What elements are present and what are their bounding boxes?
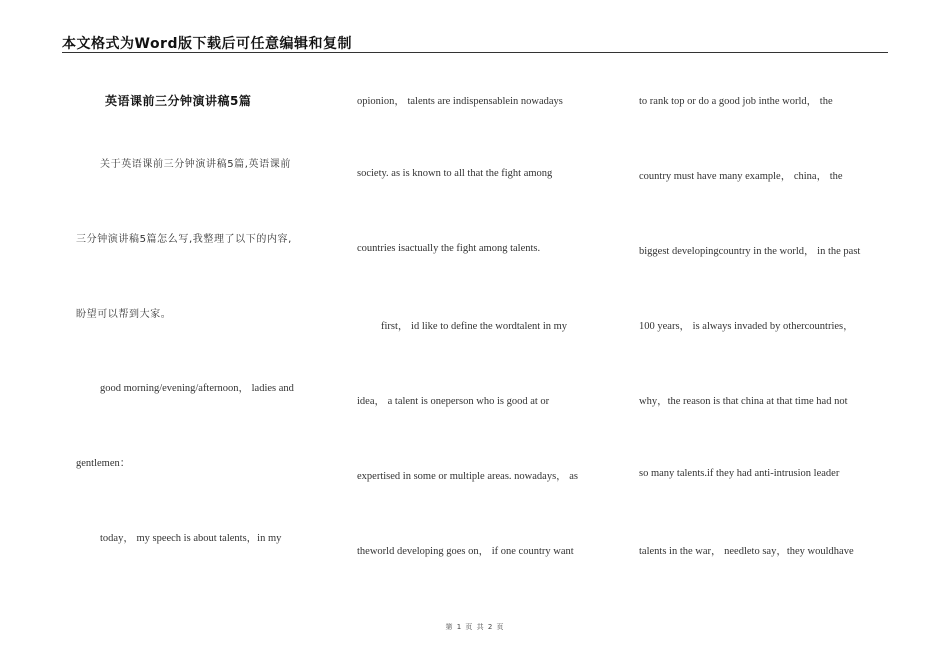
paragraph-line: to rank top or do a good job inthe world， the (639, 96, 833, 107)
paragraph-line: country must have many example， china， the (639, 171, 843, 182)
page-number-footer: 第 1 页 共 2 页 (445, 623, 505, 631)
paragraph-line: expertised in some or multiple areas. nowadays， as (357, 471, 579, 482)
paragraph-line: good morning/evening/afternoon， ladies and (100, 383, 294, 394)
paragraph-line: 三分钟演讲稿5篇怎么写,我整理了以下的内容, (76, 234, 292, 245)
paragraph-line: idea， a talent is oneperson who is good at or (357, 396, 550, 407)
paragraph-line: biggest developingcountry in the world， in the past (639, 246, 861, 257)
paragraph-line: opionion， talents are indispensablein nowadays (357, 96, 563, 107)
paragraph-line: 关于英语课前三分钟演讲稿5篇,英语课前 (100, 159, 291, 170)
paragraph-line: 盼望可以帮到大家。 (76, 309, 172, 320)
paragraph-line: gentlemen： (76, 458, 131, 469)
paragraph-line: first， id like to define the wordtalent in my (381, 321, 568, 332)
paragraph-line: talents in the war， needleto say，they wouldhave (639, 546, 854, 557)
paragraph-line: why，the reason is that china at that time had not (639, 396, 848, 407)
paragraph-line: today， my speech is about talents，in my (100, 533, 282, 544)
document-title: 英语课前三分钟演讲稿5篇 (105, 94, 252, 108)
paragraph-line: theworld developing goes on， if one country want (357, 546, 574, 557)
paragraph-line: so many talents.if they had anti-intrusion leader (639, 468, 840, 479)
paragraph-line: countries isactually the fight among talents. (357, 243, 541, 254)
paragraph-line: society. as is known to all that the fight among (357, 168, 553, 179)
document-header: 本文格式为Word版下载后可任意编辑和复制 (62, 36, 352, 52)
header-divider (62, 52, 888, 53)
paragraph-line: 100 years， is always invaded by othercountries， (639, 321, 854, 332)
